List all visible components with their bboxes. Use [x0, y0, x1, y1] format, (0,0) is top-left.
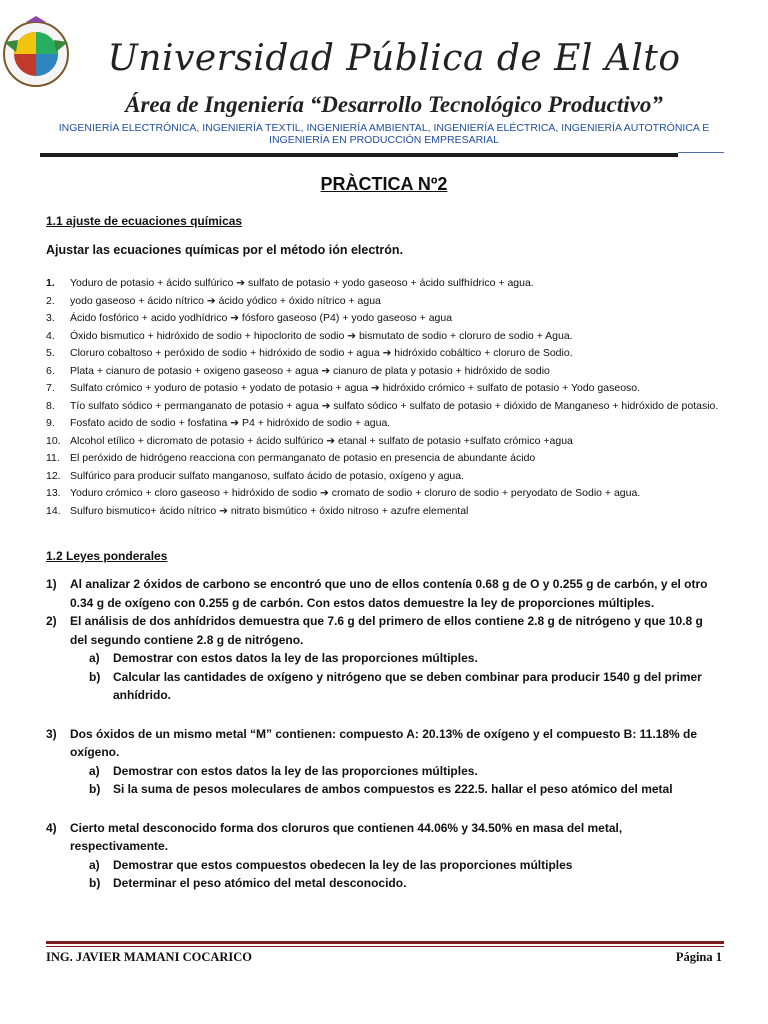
instruction: Ajustar las ecuaciones químicas por el método ión electrón.: [46, 243, 404, 257]
list-item: 9. Fosfato acido de sodio + fosfatina ➔ P4 + hidróxido de sodio + agua.: [46, 417, 391, 429]
header-divider-thin: [678, 152, 724, 153]
university-name: Universidad Pública de El Alto: [107, 38, 681, 79]
equation-list: [46, 275, 736, 520]
problem-2b: b) Calcular las cantidades de oxígeno y nitrógeno que se deben combinar para producir 1540 g del primer anhídrido.: [89, 669, 702, 702]
area-title: Área de Ingeniería “Desarrollo Tecnológico Productivo”: [125, 92, 663, 117]
header-divider: [40, 153, 678, 157]
list-item: 2. yodo gaseoso + ácido nítrico ➔ ácido yódico + óxido nítrico + agua: [46, 294, 381, 307]
section-heading-laws: 1.2 Leyes ponderales: [46, 549, 168, 563]
careers-list: INGENIERÍA ELECTRÓNICA, INGENIERÍA TEXTIL, INGENIERÍA AMBIENTAL, INGENIERÍA ELÉCTRICA, INGENIERÍA AUTOTRÓNICA E INGENIERÍA EN PRODUCCIÓN EMPRESARIAL: [58, 122, 710, 146]
list-item: 12. Sulfúrico para producir sulfato manganoso, sulfato ácido de potasio, oxígeno y agua.: [46, 469, 465, 482]
page-number: Página 1: [675, 950, 722, 964]
list-item: 7. Sulfato crómico + yoduro de potasio + yodato de potasio + agua ➔ hidróxido crómico + sulfato de potasio + Yodo gaseoso.: [46, 382, 641, 394]
footer-author: ING. JAVIER MAMANI COCARICO: [46, 950, 253, 964]
page-title: PRÀCTICA Nº2: [320, 174, 448, 194]
list-item: 8. Tío sulfato sódico + permanganato de potasio + agua ➔ sulfato sódico + sulfato de potasio + dióxido de Manganeso + hidróxido de potasio.: [46, 399, 719, 412]
problem-1: 1) Al analizar 2 óxidos de carbono se encontró que uno de ellos contenía 0.68 g de O y 0.255 g de carbón, y el otro 0.34 g de oxígeno con 0.255 g de carbón. Con estos datos demuestre la ley de proporciones múltiples.: [46, 577, 708, 610]
problem-3: 3) Dos óxidos de un mismo metal “M” contienen: compuesto A: 20.13% de oxígeno y el compuesto B: 11.18% de oxígeno.: [46, 726, 698, 759]
problem-4a: a) Demostrar que estos compuestos obedecen la ley de las proporciones múltiples: [89, 857, 573, 872]
problem-2: 2) El análisis de dos anhídridos demuestra que 7.6 g del primero de ellos contiene 2.8 g de nitrógeno y que 10.8 g del segundo contiene 2.8 g de nitrógeno.: [46, 614, 703, 647]
list-item: 6. Plata + cianuro de potasio + oxigeno gaseoso + agua ➔ cianuro de plata y potasio + hidróxido de sodio: [46, 364, 550, 377]
list-item: 14. Sulfuro bismutico+ ácido nítrico ➔ nitrato bismútico + óxido nitroso + azufre elemental: [46, 504, 469, 517]
section-heading-equations: 1.1 ajuste de ecuaciones químicas: [46, 214, 243, 228]
problem-4: 4) Cierto metal desconocido forma dos cloruros que contienen 44.06% y 34.50% en masa del metal, respectivamente.: [46, 820, 623, 853]
problem-3a: a) Demostrar con estos datos la ley de las proporciones múltiples.: [89, 763, 478, 778]
list-item: 1. Yoduro de potasio + ácido sulfúrico ➔ sulfato de potasio + yodo gaseoso + ácido sulfhídrico + agua.: [46, 277, 534, 289]
list-item: 5. Cloruro cobaltoso + peróxido de sodio + hidróxido de sodio + agua ➔ hidróxido cobáltico + cloruro de Sodio.: [46, 347, 573, 359]
problem-4b: b) Determinar el peso atómico del metal desconocido.: [89, 876, 407, 890]
list-item: 10. Alcohol etílico + dicromato de potasio + ácido sulfúrico ➔ etanal + sulfato de potasio +sulfato crómico +agua: [46, 434, 573, 447]
problem-list: [46, 575, 716, 893]
footer-divider-thin: [46, 946, 724, 947]
footer-divider: [46, 941, 724, 944]
list-item: 3. Ácido fosfórico + acido yodhídrico ➔ fósforo gaseoso (P4) + yodo gaseoso + agua: [46, 312, 453, 324]
problem-3b: b) Si la suma de pesos moleculares de ambos compuestos es 222.5. hallar el peso atómico del metal: [89, 782, 673, 796]
list-item: 4. Óxido bismutico + hidróxido de sodio + hipoclorito de sodio ➔ bismutato de sodio + cloruro de sodio + Agua.: [46, 329, 573, 342]
problem-2a: a) Demostrar con estos datos la ley de las proporciones múltiples.: [89, 651, 478, 665]
list-item: 11. El peróxido de hidrógeno reacciona con permanganato de potasio en presencia de abundante ácido: [46, 452, 536, 464]
list-item: 13. Yoduro crómico + cloro gaseoso + hidróxido de sodio ➔ cromato de sodio + cloruro de sodio + peryodato de Sodio + agua.: [46, 487, 641, 499]
